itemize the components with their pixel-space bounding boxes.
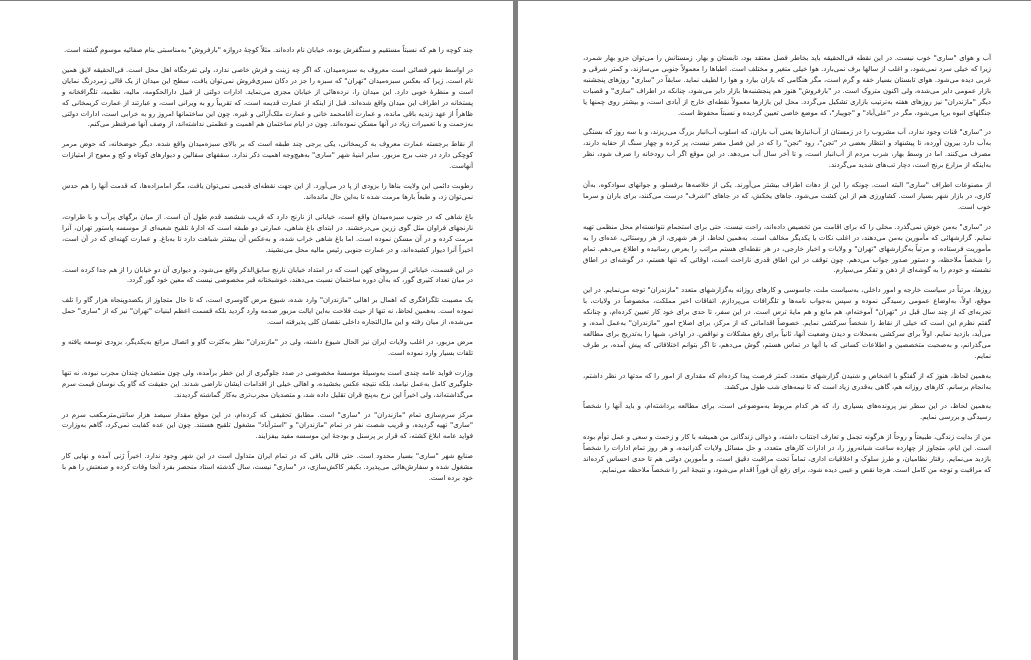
paragraph: چند کوچه را هم که نسبتاً مستقیم و سنگفرش بوده، خیابان نام داده‌اند. مثلاً کوچهٔ دروازه "بارفروش" به‌مناسبتی بنام صفائیه موسوم گشته است. xyxy=(63,46,473,54)
paragraph: مرکز سرم‌سازی تمام "مازندران" در "ساری" است. مطابق تحقیقی که کرده‌ام، در این موقع مقدار سیصد هزار سانتی‌متر‌مکعب سرم در "ساری" تهیه گردیده، و قریب شصت نفر در تمام "مازندران" و "استرآباد" مشغول تلقیح هستند. چون این عده کفایت نمی‌کرد، گاهم به‌وزارت فواید عامه ابلاغ کشته، که قرار بر پرسنل و بودجهٔ این موسسه مفید بیفزایند. xyxy=(62,410,473,441)
paragraph: وزارت فواید عامه چندی است به‌وسیلهٔ موسسهٔ مخصوصی در صدد جلوگیری از این خطر برآمده، ولی چون متصدیان چندان مجرب نبوده، نه تنها جلوگیری کامل به‌عمل نیامد، بلکه نتیجه عکس بخشیده، و اهالی خیلی از اقدامات ایشان ناراضی شدند. این حقیقت که گاو یک نوسان قیمت سرم می‌گذاشته‌اند، ولی اخیراً این نرخ به‌پنج قران تقلیل داده شد، و متصدیان مجرب‌تری به‌کار گماشته گردیدند. xyxy=(62,368,473,399)
paragraph: در "ساری" قنات وجود ندارد، آب مشروب را در زمستان از آب‌انبارها یعنی آب باران، که اسلوب آب‌انبار بزرگ می‌ریزند، و یا سه روز که بستگی به‌آب دارد بیرون آورده، تا پیشنهاد و انتظار بعضی در "تجن"، رود "تجن" را که در این فصل مضر نیست، پر کرده و چهار سنگ از حفایه دارند، مصرف می‌کنند. اما در وسط بهار، شرب مردم از آب‌انبار است، و تا آخر سال آب می‌دهد. در این موقع اگر آب رودخانه را صرف شود، نظر به‌اینکه از مزارع برنج است، دچار تب‌های شدید می‌گردند. xyxy=(583,128,991,170)
paragraph: از نقاط برجسته عمارت معروف به کریمخانی، یکی برجی چند طبقه است که بر بالای سبزه‌میدان واقع شده. دیگر حوضخانه، که حوض مرمر کوچکی دارد در جنب برج مزبور. سایر ابنیهٔ شهر "ساری" به‌هیچ‌وجه اهمیت ذکر ندارد. سقفهای سفالین و دیوارهای کوتاه و کج و معوج از امتیازات آنهاست. xyxy=(62,140,473,171)
paragraph: در اواسط شهر فضائی است معروف به سبزه‌میدان، که اگر چه زینت و فرش خاصی ندارد، ولی تفرجگاه اهل محل است. فی‌الحقیقه لایق همین نام است. زیرا که بعکس سبزه‌میدان "تهران" که سبزه را جز در دکان سبزی‌فروش نمی‌توان یافت، سطح این میدان از یک قالی زمرد‌رنگ نمایان است و منظرهٔ خوبی دارد. این میدان را، نرده‌هائی از خیابان مجزی می‌نماید. ادارات دولتی از قبیل دارالحکومه، مالیه، نظمیه، تلگرافخانه و پستخانه در اطراف این میدان واقع شده‌اند. قبل از اینکه از عمارت قدیمه است، که تقریباً رو به ویرانی است، و عبارتند از عمارت کریمخانی که ظاهراً از عهد زندیه باقی مانده، و عمارت آغامحمد خانی و عمارت ملک‌آرائی و غیره. چون این ساختمانها امروز رو به خرابی است، ادارات دولتی به‌زحمت و با تعمیرات زیاد در آنها مسکن نموده‌اند. چون در ایام ساختمان هم اهمیت و عظمتی نداشته‌اند، از وصف آنها صرفنظر می‌کنم. xyxy=(62,65,473,129)
paragraph: مرض مزبور، در اغلب ولایات ایران نیز الحال شیوع داشته، ولی در "مازندران" نظر به‌کثرت گاو و اتصال مراتع به‌یکدیگر، بزودی توسعه یافته و تلفات بسیار وارد نموده است. xyxy=(62,338,473,357)
paragraph: در "ساری" به‌من خوش نمی‌گذرد. محلی را که برای اقامت من تخصیص داده‌اند، راحت نیست. حتی برای استحمام نتوانسته‌ام محل منظمی تهیه نمایم. گزارشهائی که مأمورین به‌من می‌دهند، در اغلب نکات با یکدیگر مخالف است. به‌همین لحاظ، از هر شهری، از هر روستائی، عده‌ای را به مأموریت فرستاده، و مرتباً به‌گزارشهای "تهران" و ولایات و اخبار خارجی، در هر نقطه‌ای هستم مراتب را بعرض رسانیده و اطلاع می‌دهم. تمام را شخصاً ملاحظه، و دستور صدور جواب می‌دهم. چون توقف در این اطاق قدری ناراحت است، اوقاتی که تنها هستم، در گوشه‌ای در اطاق نشسته و خودم را به‌ گوشه‌ای از ذهن و تفکر می‌سپارم. xyxy=(583,222,991,275)
paragraph: از مصنوعات اطراف "ساری" البته است. چونکه را این از دهات اطراف بیشتر می‌آورند. یکی از خلاصه‌ها برفسلو، و جوانهای سوادکوه، به‌آن کاری، در بازار شهر بسیار است. کشاورزی هم از این کشت می‌شود. جاهای یخکش، که در جاهای "اشرف" درست می‌کنند، برای باران و سرما خوب است. xyxy=(583,181,991,211)
paragraph: من از بدایت زندگی، طبیعتاً و روحاً از هرگونه تجمل و تعارف اجتناب داشته، و ذوالی زندگانی من همیشه با کار و زحمت و سعی و عمل توأم بوده است. این ایام، متجاوز از چهارده ساعت شبانه‌روز را، در ادارات کارهای متعدد، و حل مسائل ولایات گذرانیده، و هر روز تمام ادارات را شخصاً بازدید می‌نمایم. رفتار نظامیان، و طرز سلوک و اخلاقیات اداری، تماماً تحت مراقبت دقیق است، و مأمورین دولتی هم تا حدی احساس کرده‌اند که مراقبت و توجه من کامل است. هرجا نقص و عیبی دیده شود، برای رفع آن فوراً اقدام می‌شود، و نتیجهٔ امر را شخصاً ملاحظه می‌نمایم. xyxy=(583,433,991,474)
right-page xyxy=(518,1,1031,660)
paragraph: به‌همین لحاظ، هنوز که از گفتگو با اشخاص و شنیدن گزارشهای متعدد، کمتر فرصت پیدا کرده‌ام که مقداری از امور را که مدتها در نظر داشتم، به‌انجام برسانم. کارهای روزانه هم، گاهی به‌قدری زیاد است که تا نیمه‌های شب طول می‌کشد. xyxy=(583,371,991,391)
paragraph: در این قسمت، خیابانی از سروهای کهن است که در امتداد خیابان نارنج سابق‌الذکر واقع می‌شود، و دیواری آن دو خیابان را از هم جدا کرده است. در میان تعداد کثیری گور، که به‌آن دوره ساختمان نسبت می‌دهند، خوشبختانه قبر مخصوصی نیست که معین خود گور گردد. xyxy=(62,265,473,285)
paragraph: صنایع شهر "ساری" بسیار محدود است. حتی قالی بافی که در تمام ایران متداول است در این شهر وجود ندارد. اخیراً ژنی آمده و نهایی کار مشغول شده و سفارش‌هائی می‌پذیرد. بکیفر کاکش‌سازی، در "ساری" نیست، سال گذشته استاد منحصر بفرد آنجا وفات کرده و صنعتش را هم با خود برده است. xyxy=(62,452,473,483)
paragraph: روزها، مرتباً در سیاست خارجه و امور داخلی، به‌سیاست ملت، جاسوسی و کارهای روزانه به‌گزارشهای متعدد "مازندران" توجه می‌نمایم. در این موقع، اولاً، به‌اوضاع عمومی رسیدگی نموده و سپس به‌جواب نامه‌ها و تلگرافات می‌پردازم. اتفاقات اخیر مملکت، مخصوصاً در ولایات، با تجربه‌ای که از چند سال قبل در "تهران" آموخته‌ام، هم مانع و هم مایهٔ ترس است. در این سفر، تا حدی برای خود کار تعیین کرده‌ام، و چنانکه گفتم نظرم این است که خیلی از نقاط را شخصاً سرکشی نمایم. خصوصاً اقداماتی که از مرکز، برای اصلاح امور "مازندران" به‌عمل آمده، و می‌آید، بازدید نمایم. اولاً برای سرکشی به‌محلات و دیدن وضعیت آنها، ثانیاً برای رفع مشکلات و نواقص. در اواخر، شبها را به‌تدریج برای مطالعه می‌گذرانم، و به‌صحبت متخصصین و اطلاعات کسانی که با آنها در تماس هستم، گوش می‌دهم، تا اگر بتوانم اختلافاتی که پیش آمده، بر طرف نمایم. xyxy=(583,286,991,360)
paragraph: رطوبت دائمی این ولایت بناها را بزودی از پا در می‌آورد. از این جهت نقطه‌ای قدیمی نمی‌توان یافت، مگر امامزاده‌ها، که قدمت آنها را هم حدس نمی‌توان زد، و طبعاً بارها مرمت شده تا به‌این حال مانده‌اند. xyxy=(62,182,473,201)
paragraph: به‌همین لحاظ، در این سطر نیز پرونده‌های بسیاری را، که هر کدام مربوط به‌موضوعی است، برای مطالعه برداشته‌ام، و باید آنها را شخصاً رسیدگی و بررسی نمایم. xyxy=(583,402,991,422)
paragraph: باغ شاهی که در جنوب سبزه‌میدان واقع است، خیابانی از نارنج دارد که قریب ششصد قدم طول آن است. از میان برگهای پرآب و با طراوت، نارنجهای فراوان مثل گوی زرین می‌درخشند. در ابتدای باغ شاهی، عمارتی دو طبقه است که ادارهٔ تلقیح شعبه‌ای از موسسه پاستور تهران، آنرا مرمت کرده و در آن مسکن نموده است. اما باغ شاهی خراب شده، و به‌عکس آن بیشتر شباهت دارد تا به‌باغ. و عمارت کهنه‌ای که در آن است، اخیراً آنرا دیوار کشیده‌اند، و در عمارت جنوبی رئیس مالیه محل می‌نشیند. xyxy=(62,212,473,254)
left-page xyxy=(0,1,513,660)
paragraph: آب و هوای "ساری" خوب نیست. در این نقطه فی‌الحقیقه باید بخاطر فصل معتقد بود، تابستان و بهار. زمستانش را می‌توان جزو بهار شمرد، زیرا که خیلی سرد نمی‌شود، و اغلب از سالها برف نمی‌بارد. هوا خیلی متغیر و مختلف است. اطبا‌ها را معمولاً جنوبی می‌سازند، و کمتر شرقی و غربی دیده می‌شود. هوای تابستان بسیار خفه و گرم است، مگر هنگامی که باران بیارد و هوا را لطیف نماید. سابقاً در "ساری" روزهای پنجشنبه بازار عمومی دایر می‌شده، ولی اکنون متروک است. در "بارفروش" هنوز هم پنجشنبه‌ها بازار دایر می‌شود، چنانکه در اطراف "ساری" و قصبات دیگر "مازندران" نیز روزهای هفته به‌ترتیب بازاری تشکیل می‌گردد. محل این بازارها معمولاً نقطه‌ای خارج از آبادی است، و بیشتر روی چمنها یا جنگلهای انبوه برپا می‌شود، مگر در "علی‌آباد" و "جویبار"، که موضع خاصی تعیین گردیده و نسبتاً محفوظ است. xyxy=(583,54,991,117)
paragraph: یک مصیبت تلگرافگری که اهمال بر اهالی "مازندران" وارد شده، شیوع مرض گاوسری است، که تا حال متجاوز از یکصدوپنجاه هزار گاو را تلف نموده است. به‌همین لحاظ، نه تنها از حیث فلاحت به‌این ایالت مزبور صدمه وارد گردید بلکه قسمت اعظم لبنیات "تهران" نیز که از "ساری" حمل می‌شده، از میان رفته و این مال‌التجاره داخلی نقصان کلی پذیرفته است. xyxy=(62,296,473,327)
